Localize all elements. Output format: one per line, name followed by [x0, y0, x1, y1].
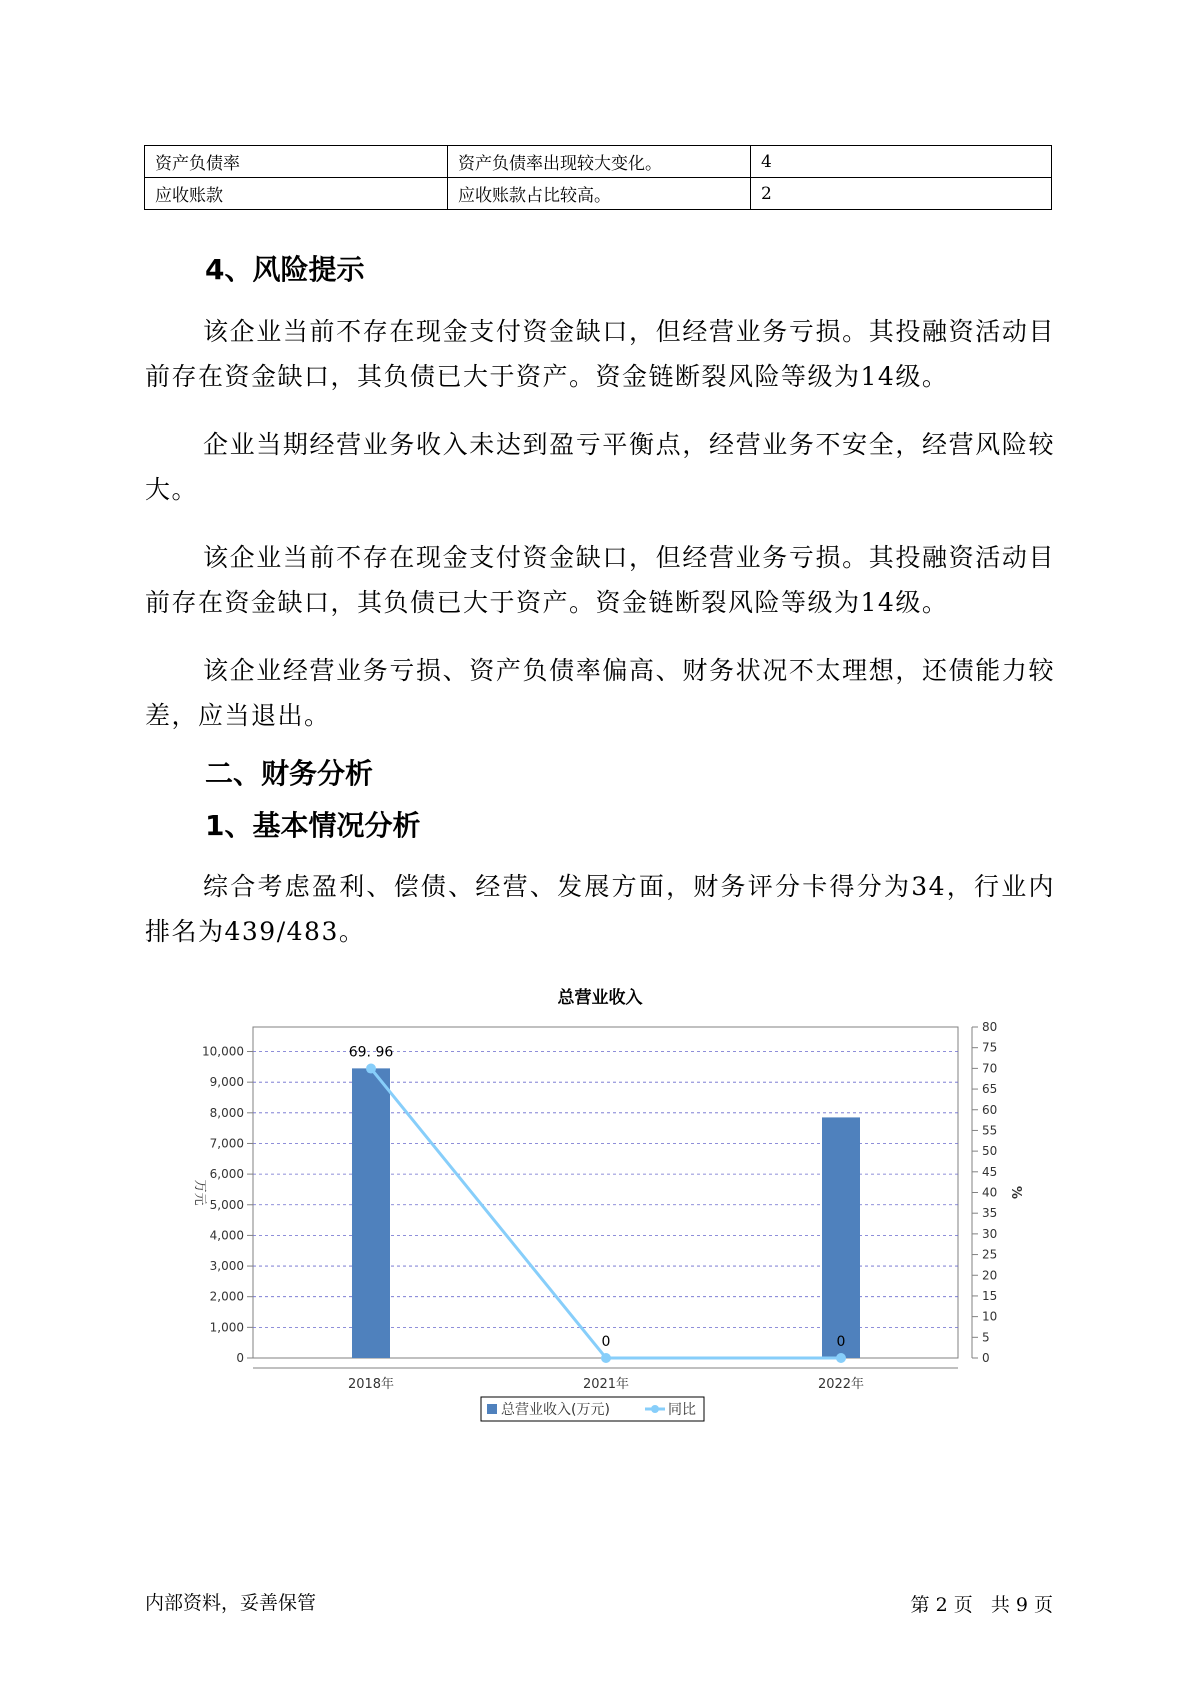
- x-tick-label: 2022年: [817, 1377, 865, 1392]
- legend-swatch-point: [651, 1405, 659, 1413]
- yoy-point: [601, 1353, 611, 1363]
- data-label: 0: [836, 1334, 846, 1350]
- yoy-point: [836, 1353, 846, 1363]
- chart-title: 总营业收入: [557, 988, 643, 1008]
- bar: [352, 1068, 390, 1358]
- table-cell-score: 4: [751, 146, 1052, 178]
- y-tick-label: 6,000: [209, 1167, 244, 1182]
- y2-tick-label: 80: [982, 1020, 998, 1034]
- y-tick-label: 0: [236, 1351, 244, 1365]
- y-tick-label: 7,000: [209, 1136, 244, 1151]
- table-cell-item: 应收账款: [145, 178, 448, 210]
- y-tick-label: 4,000: [209, 1228, 244, 1243]
- y-tick-label: 3,000: [209, 1259, 244, 1274]
- yoy-point: [366, 1064, 376, 1074]
- data-label: 0: [601, 1334, 611, 1350]
- data-label: 69. 96: [348, 1044, 394, 1061]
- y-tick-label: 2,000: [209, 1289, 244, 1304]
- finance-heading: 二、财务分析: [205, 757, 374, 790]
- y2-tick-label: 5: [982, 1330, 990, 1345]
- revenue-chart: [180, 975, 1040, 1445]
- y2-tick-label: 40: [982, 1185, 998, 1200]
- basic-paragraph: 综合考虑盈利、偿债、经营、发展方面，财务评分卡得分为34，行业内排名为439/483。: [145, 872, 1055, 946]
- y2-tick-label: 30: [982, 1226, 998, 1241]
- table-cell-score: 2: [751, 178, 1052, 210]
- y2-tick-label: 65: [982, 1082, 998, 1097]
- y2-tick-label: 35: [982, 1206, 998, 1221]
- basic-heading: 1、基本情况分析: [205, 809, 421, 842]
- table-cell-desc: 资产负债率出现较大变化。: [448, 146, 751, 178]
- y2-tick-label: 70: [982, 1061, 998, 1076]
- yoy-line: [371, 1069, 841, 1358]
- footer-confidential: 内部资料，妥善保管: [145, 1592, 317, 1614]
- risk-paragraph-3: 该企业当前不存在现金支付资金缺口，但经营业务亏损。其投融资活动目前存在资金缺口，其负债已大于资产。资金链断裂风险等级为14级。: [145, 543, 1055, 617]
- y-tick-label: 1,000: [209, 1320, 244, 1335]
- y2-tick-label: 15: [982, 1288, 998, 1303]
- y-tick-label: 5,000: [209, 1197, 244, 1212]
- risk-paragraph-1: 该企业当前不存在现金支付资金缺口，但经营业务亏损。其投融资活动目前存在资金缺口，其负债已大于资产。资金链断裂风险等级为14级。: [145, 317, 1055, 391]
- table-row: [145, 146, 1052, 178]
- y2-tick-label: 20: [982, 1268, 998, 1283]
- y-tick-label: 10,000: [202, 1044, 244, 1059]
- y-axis-title: 万元: [192, 1179, 207, 1206]
- risk-paragraph-2: 企业当期经营业务收入未达到盈亏平衡点，经营业务不安全，经营风险较大。: [145, 430, 1055, 504]
- y-tick-label: 8,000: [209, 1105, 244, 1120]
- y-tick-label: 9,000: [209, 1075, 244, 1090]
- risk-paragraph-4: 该企业经营业务亏损、资产负债率偏高、财务状况不太理想，还债能力较差，应当退出。: [145, 656, 1055, 730]
- legend-label-revenue: 总营业收入(万元): [501, 1402, 610, 1418]
- y2-axis-title: %: [1008, 1185, 1023, 1200]
- x-tick-label: 2021年: [582, 1377, 630, 1392]
- y2-tick-label: 25: [982, 1247, 998, 1262]
- table-cell-item: 资产负债率: [145, 146, 448, 178]
- legend-swatch-bar: [487, 1404, 497, 1414]
- legend-label-yoy: 同比: [668, 1402, 696, 1418]
- risk-indicator-table: [144, 145, 1052, 210]
- table-row: [145, 178, 1052, 210]
- table-cell-desc: 应收账款占比较高。: [448, 178, 751, 210]
- y2-tick-label: 55: [982, 1123, 998, 1138]
- y2-tick-label: 60: [982, 1102, 998, 1117]
- x-tick-label: 2018年: [347, 1377, 395, 1392]
- y2-tick-label: 75: [982, 1040, 998, 1055]
- bar: [822, 1117, 860, 1358]
- risk-heading: 4、风险提示: [205, 253, 365, 286]
- y2-tick-label: 50: [982, 1144, 998, 1159]
- y2-tick-label: 0: [982, 1351, 990, 1365]
- y2-tick-label: 45: [982, 1164, 998, 1179]
- footer-page-number: 第 2 页 共 9 页: [910, 1594, 1053, 1616]
- y2-tick-label: 10: [982, 1309, 998, 1324]
